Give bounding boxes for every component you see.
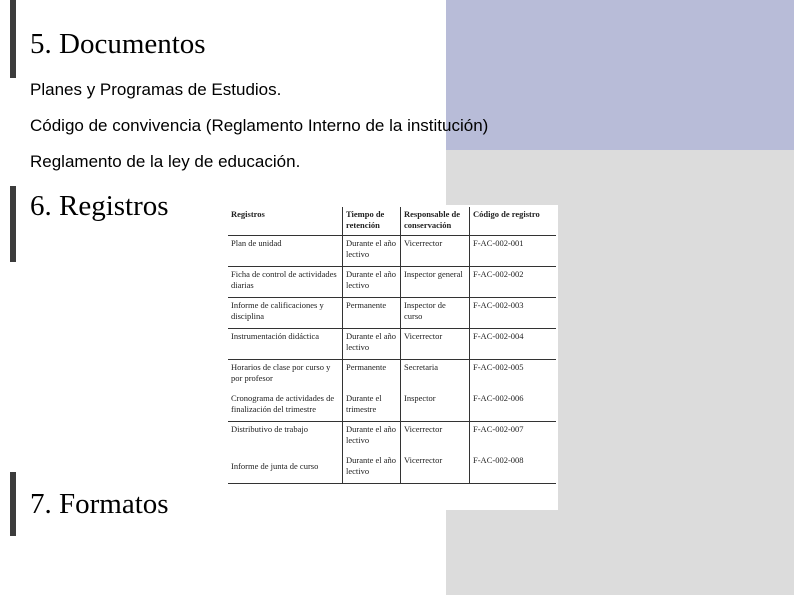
header-codigo: Código de registro [470, 207, 557, 236]
table-row [228, 267, 556, 298]
table-cell: Informe de calificaciones y disciplina [228, 298, 343, 329]
table-cell: Inspector de curso [401, 298, 470, 329]
table-cell: Vicerrector [401, 329, 470, 360]
documento-item-1: Planes y Programas de Estudios. [30, 80, 282, 99]
table-cell: Vicerrector [401, 422, 470, 453]
table-cell: Durante el año lectivo [343, 329, 401, 360]
table-cell: Durante el año lectivo [343, 422, 401, 453]
table-cell: F-AC-002-002 [470, 267, 557, 298]
table-cell: F-AC-002-005 [473, 362, 524, 372]
table-row [228, 236, 556, 267]
table-cell: Durante el año lectivo [343, 267, 401, 298]
table-cell: Secretaria [401, 360, 470, 391]
table-cell: Ficha de control de actividades diarias [228, 267, 343, 298]
registros-table-image [226, 205, 558, 510]
table-row [228, 453, 556, 484]
table-row [228, 329, 556, 360]
left-accent-bar-2 [10, 186, 16, 262]
table-cell: Durante el año lectivo [343, 236, 401, 267]
left-accent-bar-1 [10, 0, 16, 78]
table-cell: Vicerrector [401, 453, 470, 484]
header-tiempo: Tiempo de retención [343, 207, 401, 236]
table-header-row [228, 207, 556, 236]
table-row [228, 360, 556, 391]
header-registros: Registros [228, 207, 343, 236]
table-cell: Durante el trimestre [343, 391, 401, 422]
table-cell: Vicerrector [401, 236, 470, 267]
table-cell: Inspector [401, 391, 470, 422]
heading-documentos: 5. Documentos [30, 28, 206, 60]
header-responsable: Responsable de conservación [401, 207, 470, 236]
documento-item-2: Código de convivencia (Reglamento Interno de la institución) [30, 116, 489, 135]
table-cell: Informe de junta de curso [228, 453, 343, 484]
table-cell: F-AC-002-007 [473, 424, 524, 434]
table-row [228, 298, 556, 329]
table-cell: Inspector general [401, 267, 470, 298]
heading-formatos: 7. Formatos [30, 488, 169, 520]
table-cell: Distributivo de trabajo [228, 422, 343, 453]
table-cell: F-AC-002-008 [470, 453, 557, 484]
table-cell: Horarios de clase por curso y por profesor [228, 360, 343, 391]
table-cell: F-AC-002-004 [470, 329, 557, 360]
table-cell: Cronograma de actividades de finalización del trimestre [228, 391, 343, 422]
heading-registros: 6. Registros [30, 190, 169, 222]
table-cell: Plan de unidad [228, 236, 343, 267]
left-accent-bar-3 [10, 472, 16, 536]
table-cell: F-AC-002-006 [470, 391, 557, 422]
table-cell: Permanente [343, 360, 401, 391]
table-row [228, 391, 556, 422]
table-cell: Durante el año lectivo [343, 453, 401, 484]
table-row [228, 422, 556, 453]
table-cell: F-AC-002-003 [470, 298, 557, 329]
table-cell: Instrumentación didáctica [228, 329, 343, 360]
table-cell: F-AC-002-001 [470, 236, 557, 267]
documento-item-3: Reglamento de la ley de educación. [30, 152, 301, 171]
table-cell: Permanente [343, 298, 401, 329]
registros-table [228, 207, 556, 484]
